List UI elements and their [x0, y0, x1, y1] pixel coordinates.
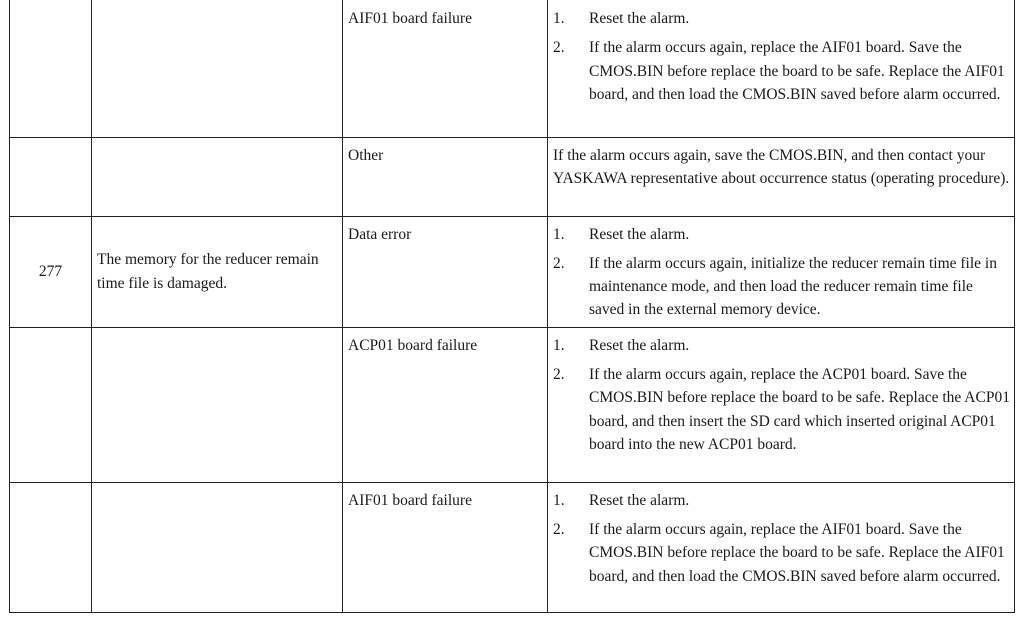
step-text: Reset the alarm. — [589, 10, 690, 27]
remedy-step — [553, 489, 1010, 512]
cause-cell: Data error — [343, 216, 548, 327]
alarm-description-cell — [92, 327, 343, 482]
table-row — [10, 0, 1015, 137]
remedy-cell — [548, 137, 1015, 216]
step-text: If the alarm occurs again, replace the ACP01 board. Save the CMOS.BIN before replace the board to be safe. Replace the ACP01 board, and then insert the SD card which inserted original ACP01 board into the new ACP01 board. — [589, 365, 1010, 453]
table-row — [10, 482, 1015, 612]
cause-cell: AIF01 board failure — [343, 482, 548, 612]
remedy-steps — [553, 334, 1010, 456]
table-row — [10, 216, 1015, 327]
remedy-step — [553, 363, 1010, 456]
alarm-number-cell — [10, 137, 92, 216]
step-text: Reset the alarm. — [589, 336, 690, 354]
alarm-number-cell — [10, 0, 92, 137]
step-number: 2. — [553, 520, 565, 538]
step-number: 1. — [553, 491, 565, 509]
remedy-step — [553, 223, 1010, 246]
remedy-steps — [553, 7, 1010, 106]
alarm-number-cell: 277 — [10, 216, 92, 327]
alarm-description-cell — [92, 137, 343, 216]
alarm-table — [9, 0, 1015, 613]
cause-cell: AIF01 board failure — [343, 0, 548, 137]
step-text: If the alarm occurs again, replace the AIF01 board. Save the CMOS.BIN before replace the board to be safe. Replace the AIF01 board, and then load the CMOS.BIN saved before alarm occurred. — [589, 520, 1005, 585]
remedy-cell — [548, 216, 1015, 327]
step-number: 1. — [553, 225, 565, 243]
table-row — [10, 327, 1015, 482]
step-text: If the alarm occurs again, replace the AIF01 board. Save the CMOS.BIN before replace the board to be safe. Replace the AIF01 board, and then load the CMOS.BIN saved before alarm occurred. — [589, 39, 1005, 103]
step-number: 2. — [553, 365, 565, 383]
step-text: If the alarm occurs again, initialize the reducer remain time file in maintenance mode, and then load the reducer remain time file saved in the external memory device. — [589, 254, 997, 319]
remedy-step — [553, 7, 1010, 30]
remedy-cell — [548, 327, 1015, 482]
alarm-number-cell — [10, 327, 92, 482]
step-text: Reset the alarm. — [589, 225, 690, 243]
remedy-step — [553, 252, 1010, 322]
alarm-number-cell — [10, 482, 92, 612]
cause-cell: ACP01 board failure — [343, 327, 548, 482]
remedy-steps — [553, 223, 1010, 322]
step-number: 2. — [553, 254, 565, 272]
step-text: Reset the alarm. — [589, 491, 690, 509]
remedy-cell — [548, 482, 1015, 612]
remedy-steps — [553, 489, 1010, 588]
alarm-description-cell: The memory for the reducer remain time file is damaged. — [92, 216, 343, 327]
alarm-description-cell — [92, 482, 343, 612]
step-number: 1. — [553, 10, 565, 27]
alarm-description-cell — [92, 0, 343, 137]
remedy-step — [553, 36, 1010, 106]
table-row — [10, 137, 1015, 216]
step-number: 1. — [553, 336, 565, 354]
remedy-step — [553, 334, 1010, 357]
cause-cell: Other — [343, 137, 548, 216]
remedy-text: If the alarm occurs again, save the CMOS.BIN, and then contact your YASKAWA representative about occurrence status (operating procedure). — [553, 146, 1010, 187]
remedy-step — [553, 518, 1010, 588]
step-number: 2. — [553, 39, 565, 57]
remedy-cell — [548, 0, 1015, 137]
